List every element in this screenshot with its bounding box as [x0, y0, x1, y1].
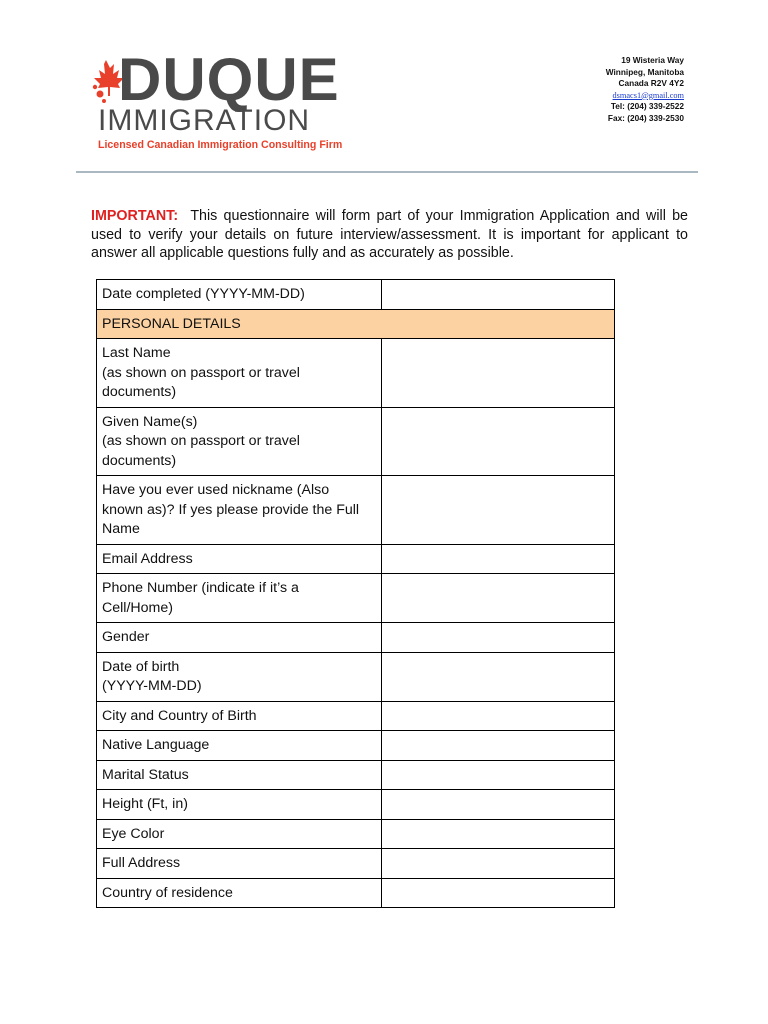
personal-details-table — [96, 279, 615, 908]
date-of-birth-field[interactable] — [382, 652, 615, 701]
table-row — [97, 652, 615, 701]
table-row — [97, 819, 615, 849]
table-row — [97, 790, 615, 820]
marital-status-label: Marital Status — [97, 760, 382, 790]
field-note: documents) — [102, 452, 177, 469]
section-header-row — [97, 309, 615, 339]
nickname-field[interactable] — [382, 476, 615, 545]
given-names-label — [97, 407, 382, 476]
field-note: (YYYY-MM-DD) — [102, 678, 202, 694]
table-row — [97, 544, 615, 574]
intro-paragraph — [91, 207, 688, 263]
date-completed-label: Date completed (YYYY-MM-DD) — [97, 280, 382, 310]
table-row — [97, 878, 615, 908]
table-row — [97, 407, 615, 476]
height-label: Height (Ft, in) — [97, 790, 382, 820]
logo-tagline: Licensed Canadian Immigration Consulting Firm — [98, 139, 343, 151]
table-row — [97, 731, 615, 761]
phone-field[interactable] — [382, 574, 615, 623]
field-note: documents) — [102, 384, 177, 400]
field-label: Date of birth — [102, 658, 180, 675]
table-row — [97, 339, 615, 408]
intro-text: This questionnaire will form part of your Immigration Application and will be used to verify your details on future interview/assessment. It is important for applicant to answer all applicable questions fully and as accurately as possible. — [91, 208, 689, 261]
last-name-field[interactable] — [382, 339, 615, 408]
logo-wordmark: DUQUE — [118, 46, 340, 113]
marital-status-field[interactable] — [382, 760, 615, 790]
company-address — [606, 55, 684, 125]
native-language-label: Native Language — [97, 731, 382, 761]
company-logo — [92, 46, 372, 154]
given-names-field[interactable] — [382, 407, 615, 476]
logo-subtitle: IMMIGRATION — [98, 104, 311, 137]
table-row — [97, 701, 615, 731]
address-tel: Tel: (204) 339-2522 — [610, 101, 684, 112]
country-of-residence-field[interactable] — [382, 878, 615, 908]
date-completed-field[interactable] — [382, 280, 615, 310]
address-country: Canada R2V 4Y2 — [618, 78, 684, 89]
eye-color-label: Eye Color — [97, 819, 382, 849]
table-row — [97, 760, 615, 790]
field-note: (as shown on passport or travel — [102, 433, 300, 449]
full-address-field[interactable] — [382, 849, 615, 879]
birthplace-label: City and Country of Birth — [97, 701, 382, 731]
email-field[interactable] — [382, 544, 615, 574]
table-row — [97, 574, 615, 623]
email-label: Email Address — [97, 544, 382, 574]
date-of-birth-label — [97, 652, 382, 701]
country-of-residence-label: Country of residence — [97, 878, 382, 908]
table-row — [97, 476, 615, 545]
last-name-label — [97, 339, 382, 408]
field-note: (as shown on passport or travel — [102, 364, 300, 381]
table-row — [97, 623, 615, 653]
field-label: Given Name(s) — [102, 413, 198, 430]
field-label: Have you ever used nickname (Also — [102, 482, 330, 498]
header-divider — [76, 171, 698, 173]
height-field[interactable] — [382, 790, 615, 820]
full-address-label: Full Address — [97, 849, 382, 879]
field-label: Name — [102, 521, 140, 537]
birthplace-field[interactable] — [382, 701, 615, 731]
native-language-field[interactable] — [382, 731, 615, 761]
nickname-label — [97, 476, 382, 545]
address-city: Winnipeg, Manitoba — [605, 66, 684, 77]
field-label: Cell/Home) — [102, 599, 173, 616]
eye-color-field[interactable] — [382, 819, 615, 849]
table-row — [97, 280, 615, 310]
address-street: 19 Wisteria Way — [621, 55, 684, 65]
field-label: Last Name — [102, 345, 171, 361]
section-title: PERSONAL DETAILS — [97, 309, 615, 339]
field-label: known as)? If yes please provide the Full — [102, 501, 360, 518]
phone-label — [97, 574, 382, 623]
gender-field[interactable] — [382, 623, 615, 653]
gender-label: Gender — [97, 623, 382, 653]
address-fax: Fax: (204) 339-2530 — [607, 112, 684, 123]
important-label: IMPORTANT: — [91, 208, 179, 224]
field-label: Phone Number (indicate if it’s a — [102, 580, 299, 596]
email-link[interactable]: dsmacs1@gmail.com — [612, 90, 684, 100]
table-row — [97, 849, 615, 879]
